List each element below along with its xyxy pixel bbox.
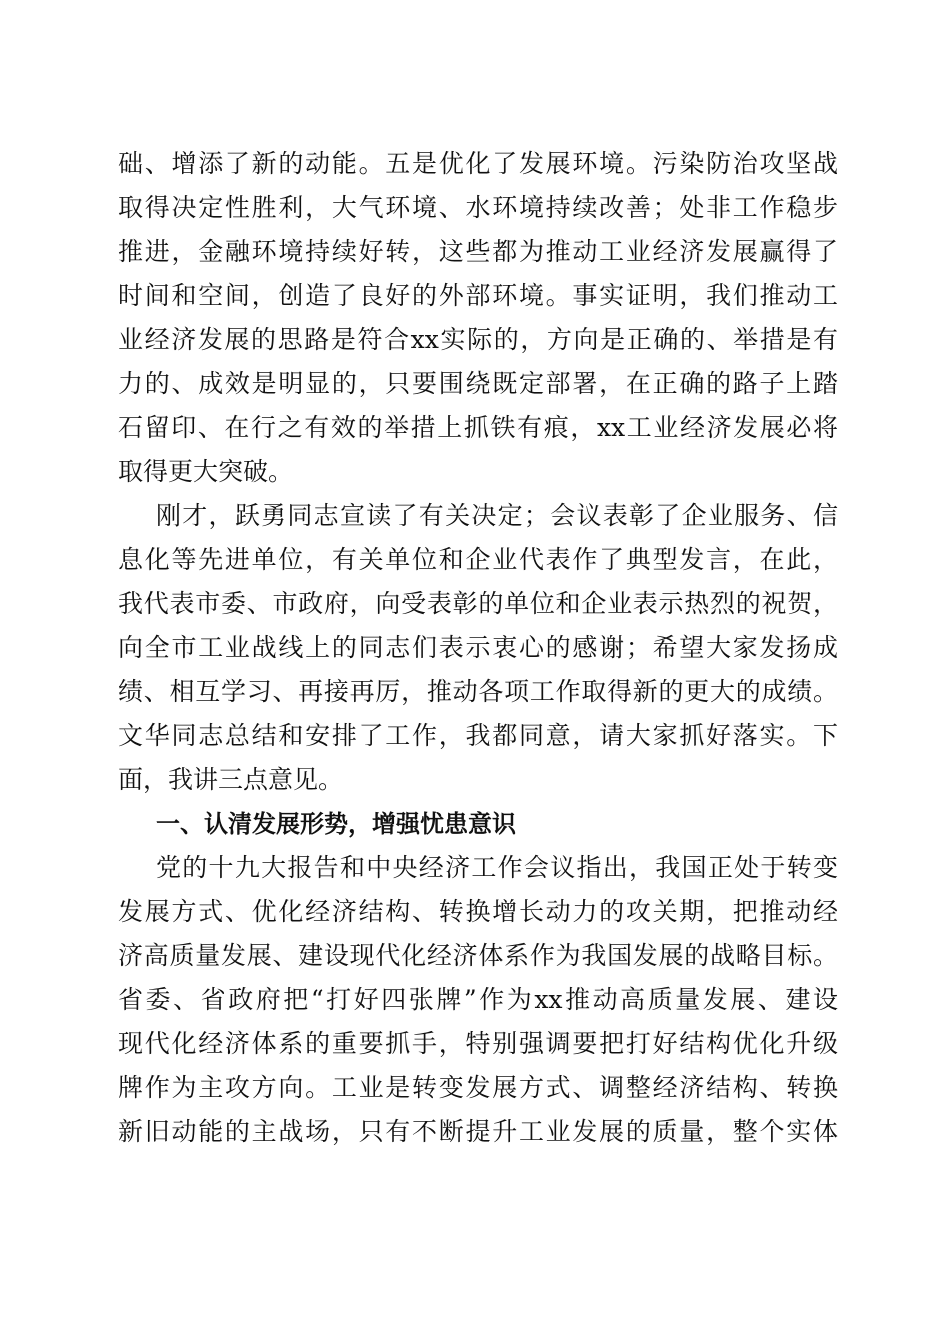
- document-body: [118, 142, 838, 1154]
- text-line: 文华同志总结和安排了工作，我都同意，请大家抓好落实。下: [118, 721, 838, 750]
- text-line: 业经济发展的思路是符合xx实际的，方向是正确的、举措是有: [118, 325, 838, 354]
- text-line: 取得更大突破。: [118, 457, 294, 486]
- text-line: 时间和空间，创造了良好的外部环境。事实证明，我们推动工: [118, 281, 838, 310]
- text-line: 础、增添了新的动能。五是优化了发展环境。污染防治攻坚战: [118, 149, 838, 178]
- text-line: 取得决定性胜利，大气环境、水环境持续改善；处非工作稳步: [118, 193, 838, 222]
- text-line: 省委、省政府把“打好四张牌”作为xx推动高质量发展、建设: [118, 985, 838, 1014]
- text-line: 面，我讲三点意见。: [118, 765, 344, 794]
- text-line: 石留印、在行之有效的举措上抓铁有痕，xx工业经济发展必将: [118, 413, 838, 442]
- text-line: 牌作为主攻方向。工业是转变发展方式、调整经济结构、转换: [118, 1073, 838, 1102]
- paragraph-first-line: 党的十九大报告和中央经济工作会议指出，我国正处于转变: [156, 853, 838, 882]
- text-line: 济高质量发展、建设现代化经济体系作为我国发展的战略目标。: [118, 941, 838, 970]
- text-line: 发展方式、优化经济结构、转换增长动力的攻关期，把推动经: [118, 897, 838, 926]
- text-line: 向全市工业战线上的同志们表示衷心的感谢；希望大家发扬成: [118, 633, 838, 662]
- text-line: 现代化经济体系的重要抓手，特别强调要把打好结构优化升级: [118, 1029, 838, 1058]
- text-line: 绩、相互学习、再接再厉，推动各项工作取得新的更大的成绩。: [118, 677, 838, 706]
- section-heading: 一、认清发展形势，增强忧患意识: [156, 810, 516, 838]
- text-line: 新旧动能的主战场，只有不断提升工业发展的质量，整个实体: [118, 1117, 838, 1146]
- text-line: 我代表市委、市政府，向受表彰的单位和企业表示热烈的祝贺，: [118, 589, 838, 618]
- paragraph-first-line: 刚才，跃勇同志宣读了有关决定；会议表彰了企业服务、信: [156, 501, 838, 530]
- text-line: 推进，金融环境持续好转，这些都为推动工业经济发展赢得了: [118, 237, 838, 266]
- text-line: 息化等先进单位，有关单位和企业代表作了典型发言，在此，: [118, 545, 838, 574]
- text-line: 力的、成效是明显的，只要围绕既定部署，在正确的路子上踏: [118, 369, 838, 398]
